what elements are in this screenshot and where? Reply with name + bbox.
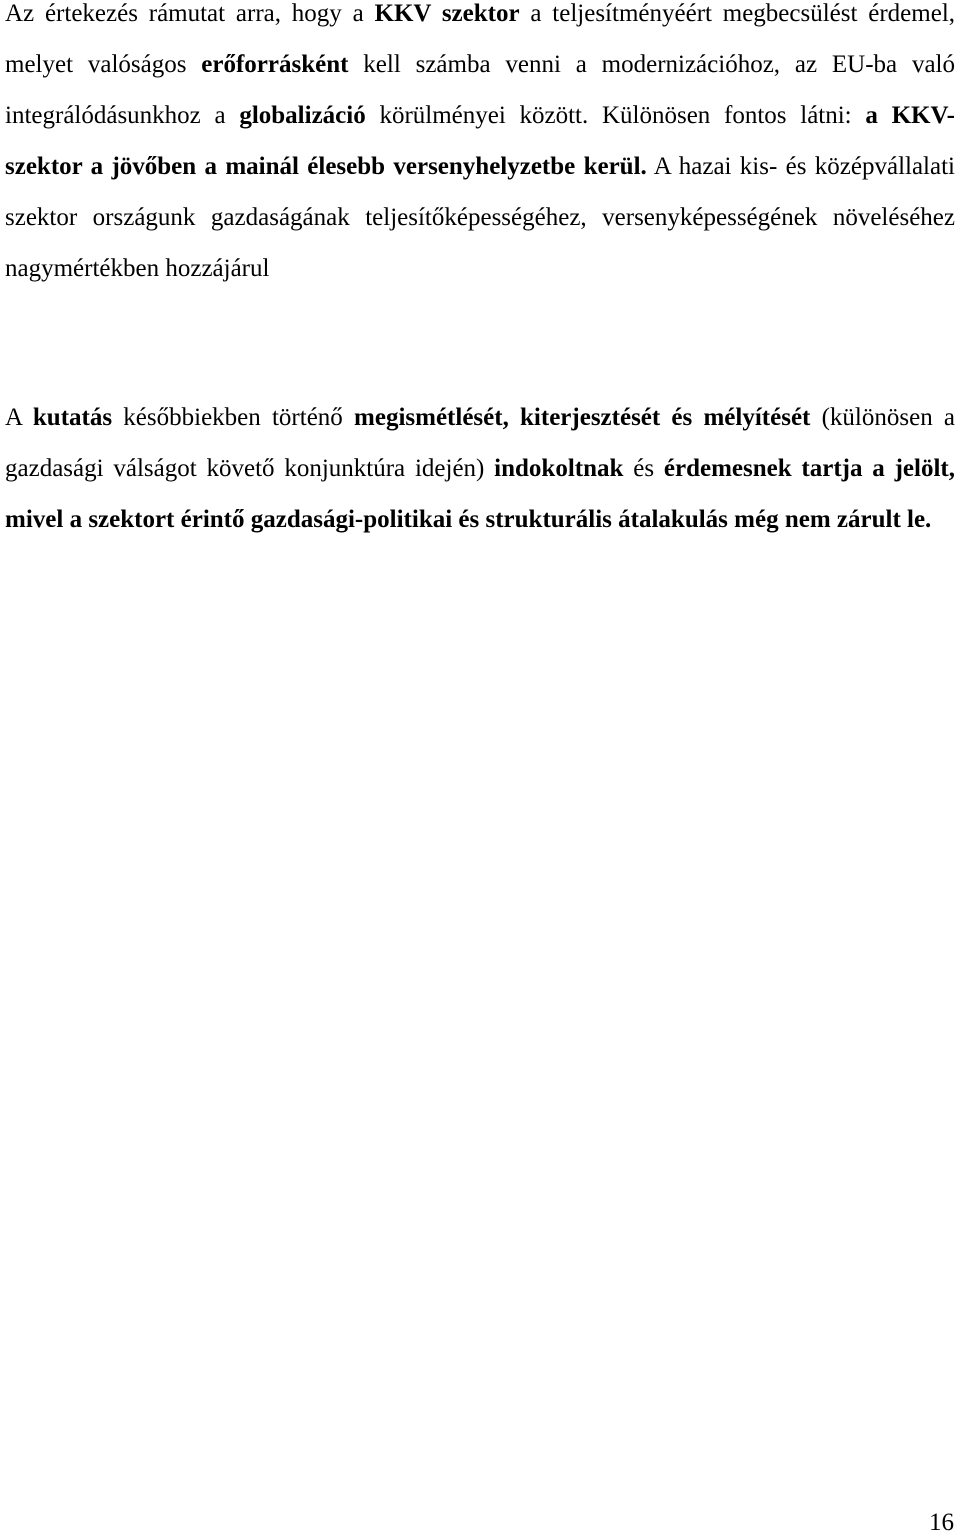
text-segment-bold: megismétlését, kiterjesztését és mélyítését xyxy=(354,404,811,431)
text-segment: a teljesítményéért megbecsülést érdemel, melyet valóságos xyxy=(5,0,956,78)
text-segment: későbbiekben történő xyxy=(112,404,355,431)
text-segment-bold: kutatás xyxy=(32,404,113,431)
text-segment-bold: erőforrásként xyxy=(201,51,349,78)
text-segment-bold: indokoltnak xyxy=(494,455,624,482)
text-segment: és xyxy=(623,455,664,482)
text-segment: körülményei között. Különösen fontos látni: xyxy=(365,102,866,129)
text-segment: A xyxy=(5,404,33,431)
text-segment-bold: érdemesnek tartja a jelölt, mivel a szektort érintő gazdasági-politikai és strukturális átalakulás még nem zárult le. xyxy=(5,455,956,533)
text-segment: A hazai kis- és középvállalati szektor országunk gazdaságának teljesítőképességéhez, versenyképességének növeléséhez nagymértékben hozzájárul xyxy=(5,153,955,282)
paragraph-further-research xyxy=(5,392,955,545)
text-segment-bold: a KKV-szektor a jövőben a mainál élesebb versenyhelyzetbe kerül. xyxy=(5,102,955,180)
text-segment: (különösen a gazdasági válságot követő konjunktúra idején) xyxy=(5,404,956,482)
text-segment-bold: globalizáció xyxy=(239,102,366,129)
paragraph-conclusion xyxy=(5,0,955,294)
text-segment: kell számba venni a modernizációhoz, az EU-ba való integrálódásunkhoz a xyxy=(5,51,955,129)
text-segment: Az értekezés rámutat arra, hogy a xyxy=(5,0,375,27)
text-segment-bold: KKV szektor xyxy=(374,0,520,27)
page-number: 16 xyxy=(929,1509,954,1536)
